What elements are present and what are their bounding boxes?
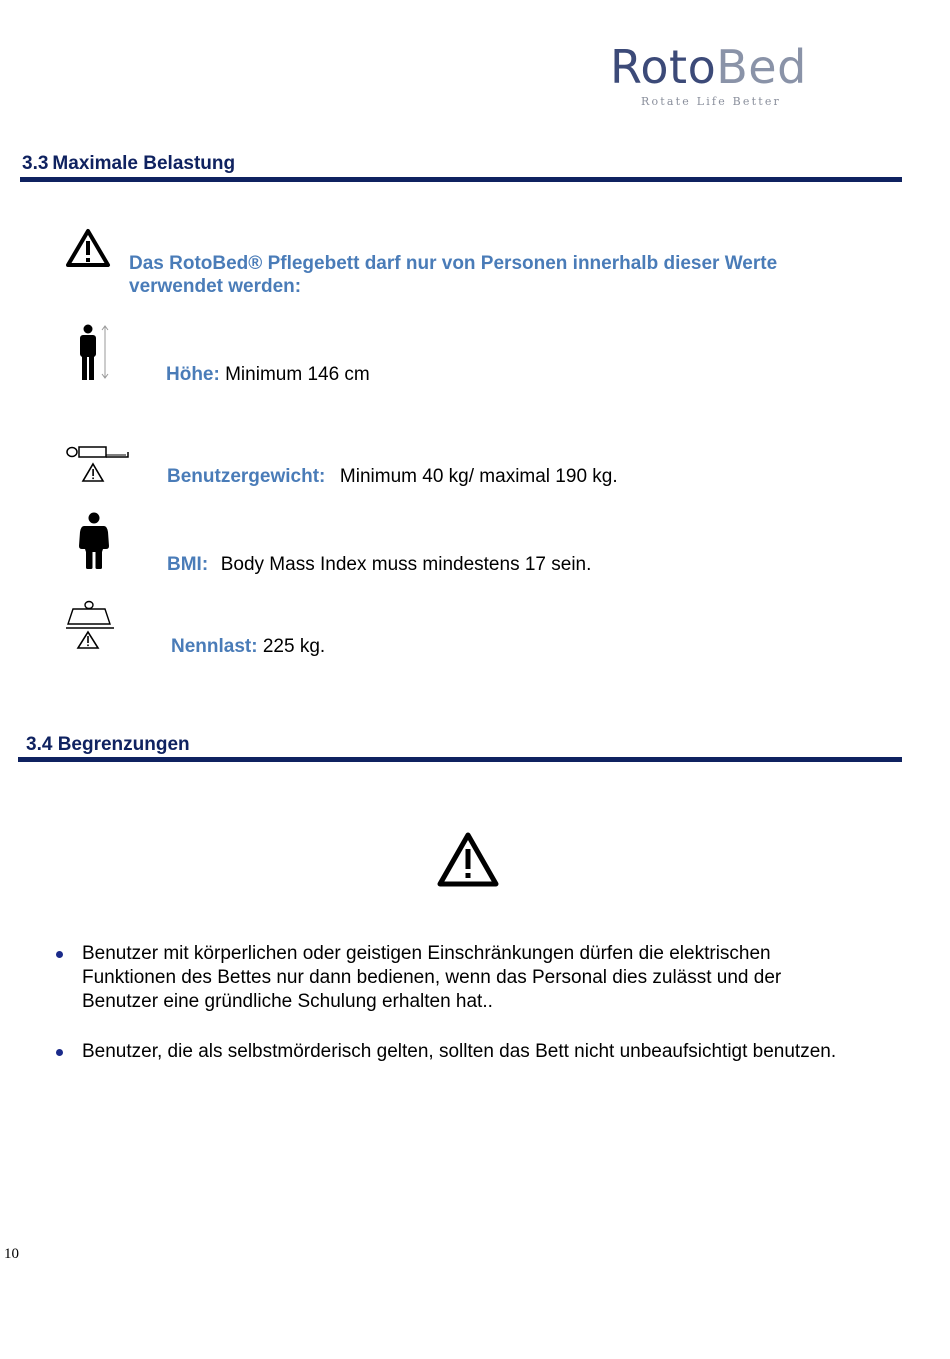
section-heading-33 xyxy=(22,153,235,175)
spec-value: Minimum 40 kg/ maximal 190 kg. xyxy=(339,466,618,487)
spec-bmi xyxy=(167,554,591,576)
list-item-text: Benutzer mit körperlichen oder geistigen Einschränkungen dürfen die elektrischen Funktionen des Bettes nur dann bedienen, wenn das Personal dies zulässt und der Benutzer eine gründliche Schulung erhalten hat.. xyxy=(82,943,782,1012)
spec-label: BMI: xyxy=(167,554,209,575)
brand-logo xyxy=(610,40,807,94)
section-title-33: Maximale Belastung xyxy=(52,153,236,174)
spec-rated-load xyxy=(171,636,325,658)
list-item-text: Benutzer, die als selbstmörderisch gelten, sollten das Bett nicht unbeaufsichtigt benutzen. xyxy=(82,1041,837,1062)
list-item xyxy=(54,1040,904,1064)
spec-label: Höhe: xyxy=(166,364,220,385)
warning-text: Das RotoBed® Pflegebett darf nur von Personen innerhalb dieser Werte verwendet werden: xyxy=(129,253,778,297)
logo-text-roto: Roto xyxy=(610,40,717,94)
spec-label: Nennlast: xyxy=(171,636,258,657)
spec-value: Minimum 146 cm xyxy=(225,364,370,385)
warning-triangle-icon xyxy=(436,831,500,889)
section-number-33: 3.3 xyxy=(22,153,49,174)
warning-triangle-icon xyxy=(65,228,111,268)
logo-tagline: Rotate Life Better xyxy=(641,95,782,108)
page-number: 10 xyxy=(4,1246,19,1262)
bullet-icon xyxy=(54,942,82,1014)
section-heading-34: 3.4 Begrenzungen xyxy=(26,734,190,755)
logo-text-bed: Bed xyxy=(716,40,807,94)
spec-weight xyxy=(167,466,618,488)
limitations-list xyxy=(54,942,904,1064)
section-rule-34 xyxy=(18,757,902,762)
spec-height xyxy=(166,364,370,386)
section-rule-33 xyxy=(20,177,902,182)
person-height-icon xyxy=(74,324,110,384)
bed-weight-warning-icon xyxy=(64,444,134,486)
spec-value: 225 kg. xyxy=(262,636,326,657)
bullet-icon xyxy=(54,1040,82,1064)
spec-label: Benutzergewicht: xyxy=(167,466,326,487)
scale-load-warning-icon xyxy=(64,600,116,652)
list-item xyxy=(54,942,904,1014)
person-bmi-icon xyxy=(77,512,111,572)
spec-value: Body Mass Index muss mindestens 17 sein. xyxy=(220,554,592,575)
